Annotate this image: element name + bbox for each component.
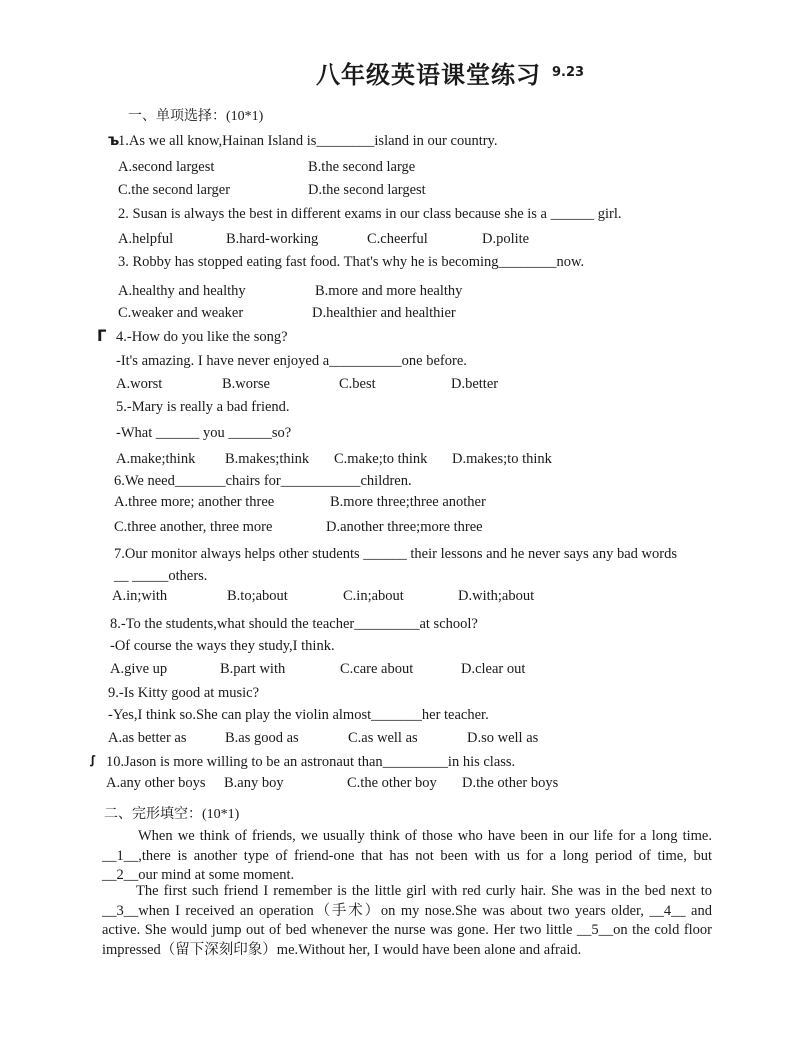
q2-option-c: C.cheerful: [367, 231, 428, 247]
q2-option-d: D.polite: [482, 231, 530, 247]
q5-option-b: B.makes;think: [225, 451, 310, 467]
q7-option-a: A.in;with: [112, 588, 168, 604]
question-4-stem: 4.-How do you like the song?: [116, 329, 288, 345]
question-2-stem: 2. Susan is always the best in different exams in our class because she is a ______ girl.: [118, 206, 622, 222]
q6-option-b: B.more three;three another: [330, 494, 486, 510]
page-title: 八年级英语课堂练习: [316, 61, 541, 89]
question-7-stem: 7.Our monitor always helps other students ______ their lessons and he never says any bad words: [114, 546, 677, 562]
q6-option-a: A.three more; another three: [114, 494, 275, 510]
q9-option-a: A.as better as: [108, 730, 187, 746]
q8-option-b: B.part with: [220, 661, 286, 677]
q7-option-b: B.to;about: [227, 588, 288, 604]
question-10-stem: 10.Jason is more willing to be an astronaut than_________in his class.: [106, 754, 516, 770]
section1-heading: 一、单项选择：(10*1): [128, 109, 264, 124]
cloze-paragraph-1: When we think of friends, we usually think of those who have been in our life for a long time. __1__,there is another type of friend-one that has not been with us for a long period of time, but __2__our mind at some moment.: [102, 828, 712, 884]
q6-option-d: D.another three;more three: [326, 519, 483, 535]
q4-option-d: D.better: [451, 376, 499, 392]
question-5-stem2: -What ______ you ______so?: [116, 425, 292, 441]
q10-option-c: C.the other boy: [347, 775, 437, 791]
title-row: [0, 55, 794, 89]
q9-option-d: D.so well as: [467, 730, 539, 746]
q10-option-d: D.the other boys: [462, 775, 559, 791]
question-1-stem: 1.As we all know,Hainan Island is________island in our country.: [118, 133, 498, 149]
q8-option-d: D.clear out: [461, 661, 526, 677]
q9-option-c: C.as well as: [348, 730, 418, 746]
q1-option-b: B.the second large: [308, 159, 416, 175]
cloze-paragraph-2: The first such friend I remember is the little girl with red curly hair. She was in the bed next to __3__when I received an operation（手术）on my nose.She was about two years older, __4__ and active. She would jump out of bed whenever the nurse was gone. Her two little __5__on the cold floor impressed（留下深刻印象）me.Without her, I would have been alone and afraid.: [102, 883, 712, 958]
question-8-stem: 8.-To the students,what should the teacher_________at school?: [110, 616, 478, 632]
q4-option-b: B.worse: [222, 376, 270, 392]
q7-option-d: D.with;about: [458, 588, 535, 604]
q2-option-a: A.helpful: [118, 231, 174, 247]
q8-option-a: A.give up: [110, 661, 168, 677]
q3-option-c: C.weaker and weaker: [118, 305, 244, 321]
q3-option-d: D.healthier and healthier: [312, 305, 456, 321]
handwritten-mark-icon: ꭍ: [90, 754, 96, 770]
q9-option-b: B.as good as: [225, 730, 299, 746]
q10-option-b: B.any boy: [224, 775, 284, 791]
q8-option-c: C.care about: [340, 661, 414, 677]
q5-option-d: D.makes;to think: [452, 451, 552, 467]
q2-option-b: B.hard-working: [226, 231, 319, 247]
q1-option-a: A.second largest: [118, 159, 215, 175]
question-9-stem: 9.-Is Kitty good at music?: [108, 685, 260, 701]
q3-option-a: A.healthy and healthy: [118, 283, 246, 299]
q5-option-c: C.make;to think: [334, 451, 428, 467]
question-6-stem: 6.We need_______chairs for___________children.: [114, 473, 412, 489]
question-7-stem2: __ _____others.: [114, 568, 208, 584]
q6-option-c: C.three another, three more: [114, 519, 273, 535]
q1-option-c: C.the second larger: [118, 182, 231, 198]
question-3-stem: 3. Robby has stopped eating fast food. That's why he is becoming________now.: [118, 254, 585, 270]
q3-option-b: B.more and more healthy: [315, 283, 463, 299]
question-4-stem2: -It's amazing. I have never enjoyed a__________one before.: [116, 353, 467, 369]
handwritten-mark-icon: ᒥ: [97, 327, 107, 345]
q10-option-a: A.any other boys: [106, 775, 206, 791]
q7-option-c: C.in;about: [343, 588, 404, 604]
date-label: 9.23: [552, 65, 585, 80]
question-5-stem: 5.-Mary is really a bad friend.: [116, 399, 290, 415]
section2-heading: 二、完形填空：(10*1): [104, 807, 240, 822]
q4-option-c: C.best: [339, 376, 376, 392]
handwritten-mark-icon: ъ: [108, 131, 120, 149]
question-8-stem2: -Of course the ways they study,I think.: [110, 638, 335, 654]
q1-option-d: D.the second largest: [308, 182, 426, 198]
q4-option-a: A.worst: [116, 376, 163, 392]
q5-option-a: A.make;think: [116, 451, 196, 467]
question-9-stem2: -Yes,I think so.She can play the violin almost_______her teacher.: [108, 707, 489, 723]
